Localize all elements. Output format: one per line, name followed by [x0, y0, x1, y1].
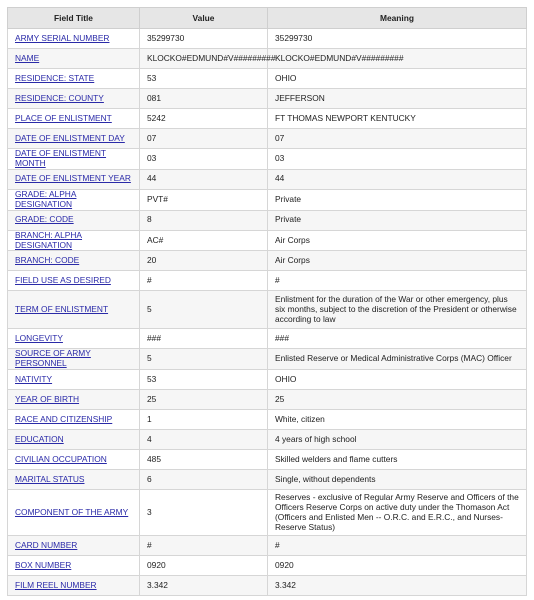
field-title-link[interactable]: SOURCE OF ARMY PERSONNEL	[15, 348, 91, 369]
record-table-container	[7, 7, 526, 596]
field-title-cell	[8, 450, 140, 470]
table-row	[8, 490, 527, 536]
field-title-link[interactable]: FIELD USE AS DESIRED	[15, 274, 111, 285]
meaning-cell: 4 years of high school	[268, 430, 527, 450]
field-title-cell	[8, 430, 140, 450]
value-cell: 5	[140, 349, 268, 370]
table-row	[8, 291, 527, 329]
field-title-cell	[8, 576, 140, 596]
field-title-link[interactable]: DATE OF ENLISTMENT MONTH	[15, 148, 107, 168]
field-title-link[interactable]: RESIDENCE: COUNTY	[15, 92, 104, 103]
value-cell: 081	[140, 89, 268, 109]
field-title-link[interactable]: RESIDENCE: STATE	[15, 72, 95, 83]
field-title-cell	[8, 29, 140, 49]
table-row	[8, 450, 527, 470]
table-row	[8, 189, 527, 210]
field-title-link[interactable]: CIVILIAN OCCUPATION	[15, 453, 107, 464]
value-cell: KLOCKO#EDMUND#V#########	[140, 49, 268, 69]
field-title-cell	[8, 390, 140, 410]
field-title-cell	[8, 169, 140, 189]
field-title-link[interactable]: PLACE OF ENLISTMENT	[15, 112, 112, 123]
field-title-link[interactable]: GRADE: CODE	[15, 214, 74, 225]
value-cell: 6	[140, 470, 268, 490]
meaning-cell: FT THOMAS NEWPORT KENTUCKY	[268, 109, 527, 129]
field-title-cell	[8, 556, 140, 576]
field-title-cell	[8, 349, 140, 370]
value-cell: 3.342	[140, 576, 268, 596]
table-row	[8, 169, 527, 189]
meaning-cell: 35299730	[268, 29, 527, 49]
field-title-link[interactable]: NAME	[15, 52, 40, 63]
field-title-link[interactable]: FILM REEL NUMBER	[15, 579, 97, 590]
field-title-link[interactable]: BRANCH: CODE	[15, 254, 80, 265]
field-title-link[interactable]: TERM OF ENLISTMENT	[15, 303, 109, 314]
field-title-link[interactable]: DATE OF ENLISTMENT DAY	[15, 132, 125, 143]
field-title-cell	[8, 89, 140, 109]
field-title-cell	[8, 189, 140, 210]
field-title-cell	[8, 370, 140, 390]
table-row	[8, 69, 527, 89]
table-row	[8, 576, 527, 596]
header-field-title: Field Title	[8, 8, 140, 29]
table-row	[8, 536, 527, 556]
value-cell: 0920	[140, 556, 268, 576]
table-row	[8, 149, 527, 170]
value-cell: 53	[140, 69, 268, 89]
table-row	[8, 210, 527, 230]
value-cell: ###	[140, 329, 268, 349]
field-title-link[interactable]: COMPONENT OF THE ARMY	[15, 506, 129, 517]
field-title-cell	[8, 109, 140, 129]
value-cell: 485	[140, 450, 268, 470]
field-title-cell	[8, 129, 140, 149]
value-cell: 5	[140, 291, 268, 329]
value-cell: 53	[140, 370, 268, 390]
field-title-link[interactable]: EDUCATION	[15, 433, 64, 444]
field-title-link[interactable]: BRANCH: ALPHA DESIGNATION	[15, 229, 83, 250]
meaning-cell: Air Corps	[268, 251, 527, 271]
field-title-link[interactable]: DATE OF ENLISTMENT YEAR	[15, 173, 131, 184]
field-title-cell	[8, 470, 140, 490]
meaning-cell: Private	[268, 210, 527, 230]
table-row	[8, 89, 527, 109]
header-value: Value	[140, 8, 268, 29]
meaning-cell: 0920	[268, 556, 527, 576]
meaning-cell: JEFFERSON	[268, 89, 527, 109]
value-cell: 8	[140, 210, 268, 230]
table-row	[8, 410, 527, 430]
meaning-cell: Air Corps	[268, 230, 527, 251]
meaning-cell: Enlistment for the duration of the War or other emergency, plus six months, subject to the discretion of the President or otherwise according to law	[268, 291, 527, 329]
value-cell: 44	[140, 169, 268, 189]
meaning-cell: 03	[268, 149, 527, 170]
value-cell: #	[140, 536, 268, 556]
meaning-cell: Reserves - exclusive of Regular Army Reserve and Officers of the Officers Reserve Corps on active duty under the Thomason Act (Officers and Enlisted Men -- O.R.C. and E.R.C., and Nurses-Reserve Status)	[268, 490, 527, 536]
meaning-cell: ###	[268, 329, 527, 349]
table-header-row	[8, 8, 527, 29]
field-title-cell	[8, 230, 140, 251]
field-title-cell	[8, 69, 140, 89]
table-row	[8, 556, 527, 576]
table-row	[8, 29, 527, 49]
meaning-cell: 25	[268, 390, 527, 410]
meaning-cell: 3.342	[268, 576, 527, 596]
field-title-cell	[8, 490, 140, 536]
meaning-cell: 07	[268, 129, 527, 149]
table-row	[8, 329, 527, 349]
table-row	[8, 370, 527, 390]
field-title-link[interactable]: BOX NUMBER	[15, 559, 72, 570]
field-title-cell	[8, 149, 140, 170]
value-cell: 4	[140, 430, 268, 450]
value-cell: 03	[140, 149, 268, 170]
value-cell: 25	[140, 390, 268, 410]
field-title-cell	[8, 291, 140, 329]
field-title-cell	[8, 271, 140, 291]
value-cell: 1	[140, 410, 268, 430]
meaning-cell: Enlisted Reserve or Medical Administrative Corps (MAC) Officer	[268, 349, 527, 370]
table-row	[8, 470, 527, 490]
field-title-cell	[8, 536, 140, 556]
table-row	[8, 349, 527, 370]
value-cell: 5242	[140, 109, 268, 129]
record-table	[7, 7, 527, 596]
value-cell: PVT#	[140, 189, 268, 210]
field-title-cell	[8, 210, 140, 230]
meaning-cell: Single, without dependents	[268, 470, 527, 490]
field-title-link[interactable]: RACE AND CITIZENSHIP	[15, 413, 113, 424]
field-title-cell	[8, 329, 140, 349]
header-meaning: Meaning	[268, 8, 527, 29]
field-title-link[interactable]: ARMY SERIAL NUMBER	[15, 32, 110, 43]
table-body	[8, 29, 527, 596]
table-row	[8, 251, 527, 271]
value-cell: AC#	[140, 230, 268, 251]
meaning-cell: White, citizen	[268, 410, 527, 430]
table-row	[8, 109, 527, 129]
field-title-link[interactable]: CARD NUMBER	[15, 539, 78, 550]
field-title-cell	[8, 410, 140, 430]
meaning-cell: 44	[268, 169, 527, 189]
table-row	[8, 271, 527, 291]
meaning-cell: #	[268, 536, 527, 556]
value-cell: 20	[140, 251, 268, 271]
meaning-cell: OHIO	[268, 69, 527, 89]
meaning-cell: OHIO	[268, 370, 527, 390]
field-title-link[interactable]: MARITAL STATUS	[15, 473, 85, 484]
value-cell: 35299730	[140, 29, 268, 49]
field-title-link[interactable]: GRADE: ALPHA DESIGNATION	[15, 188, 77, 209]
value-cell: #	[140, 271, 268, 291]
table-row	[8, 129, 527, 149]
field-title-link[interactable]: NATIVITY	[15, 373, 53, 384]
table-row	[8, 49, 527, 69]
field-title-cell	[8, 251, 140, 271]
table-row	[8, 390, 527, 410]
meaning-cell: #	[268, 271, 527, 291]
meaning-cell: KLOCKO#EDMUND#V#########	[268, 49, 527, 69]
value-cell: 07	[140, 129, 268, 149]
meaning-cell: Private	[268, 189, 527, 210]
table-row	[8, 230, 527, 251]
field-title-link[interactable]: YEAR OF BIRTH	[15, 393, 80, 404]
field-title-cell	[8, 49, 140, 69]
table-row	[8, 430, 527, 450]
value-cell: 3	[140, 490, 268, 536]
meaning-cell: Skilled welders and flame cutters	[268, 450, 527, 470]
field-title-link[interactable]: LONGEVITY	[15, 332, 63, 343]
